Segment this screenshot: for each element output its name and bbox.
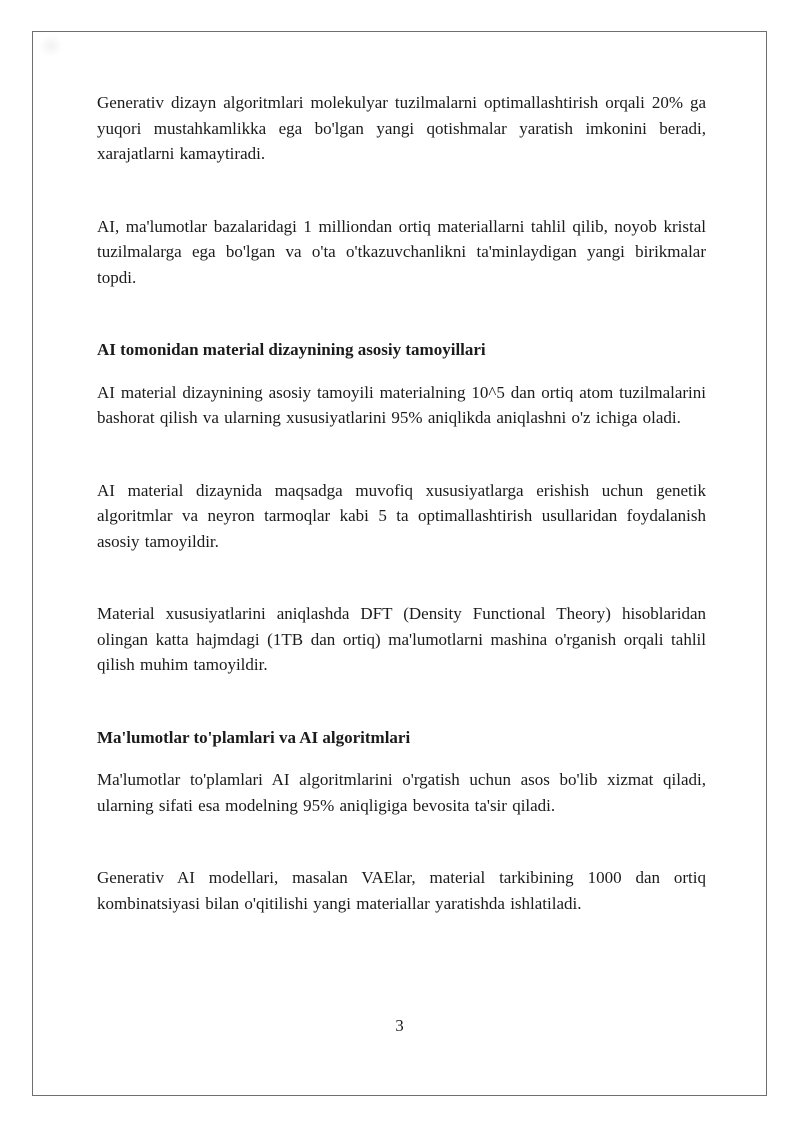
page-number-label: 3 (395, 1016, 404, 1035)
paragraph: AI, ma'lumotlar bazalaridagi 1 milliondan ortiq materiallarni tahlil qilib, noyob kristal tuzilmalarga ega bo'lgan va o'ta o'tkazuvchanlikni ta'minlaydigan yangi birikmalar topdi. (97, 216, 706, 287)
document-page (32, 31, 767, 1096)
paragraph: AI material dizaynida maqsadga muvofiq xususiyatlarga erishish uchun genetik algoritmlar va neyron tarmoqlar kabi 5 ta optimallashtirish usullaridan foydalanish asosiy tamoyildir. (97, 480, 706, 551)
section-heading: Ma'lumotlar to'plamlari va AI algoritmlari (97, 727, 411, 747)
section-heading: AI tomonidan material dizaynining asosiy tamoyillari (97, 340, 486, 359)
paragraph: Generativ dizayn algoritmlari molekulyar tuzilmalarni optimallashtirish orqali 20% ga yuqori mustahkamlikka ega bo'lgan yangi qotishmalar yaratish imkonini beradi, xarajatlarni kamaytiradi. (97, 93, 706, 163)
page-content (33, 32, 766, 963)
paragraph: AI material dizaynining asosiy tamoyili materialning 10^5 dan ortiq atom tuzilmalarini bashorat qilish va ularning xususiyatlarini 95% aniqlikda aniqlashni o'z ichiga oladi. (97, 382, 706, 427)
paragraph: Generativ AI modellari, masalan VAElar, material tarkibining 1000 dan ortiq kombinatsiyasi bilan o'qitilishi yangi materiallar yaratishda ishlatiladi. (97, 868, 706, 913)
paragraph: Material xususiyatlarini aniqlashda DFT (Density Functional Theory) hisoblaridan olingan katta hajmdagi (1TB dan ortiq) ma'lumotlarni mashina o'rganish orqali tahlil qilish muhim tamoyildir. (97, 604, 706, 674)
paragraph: Ma'lumotlar to'plamlari AI algoritmlarini o'rgatish uchun asos bo'lib xizmat qiladi, ularning sifati esa modelning 95% aniqligiga bevosita ta'sir qiladi. (97, 770, 706, 815)
